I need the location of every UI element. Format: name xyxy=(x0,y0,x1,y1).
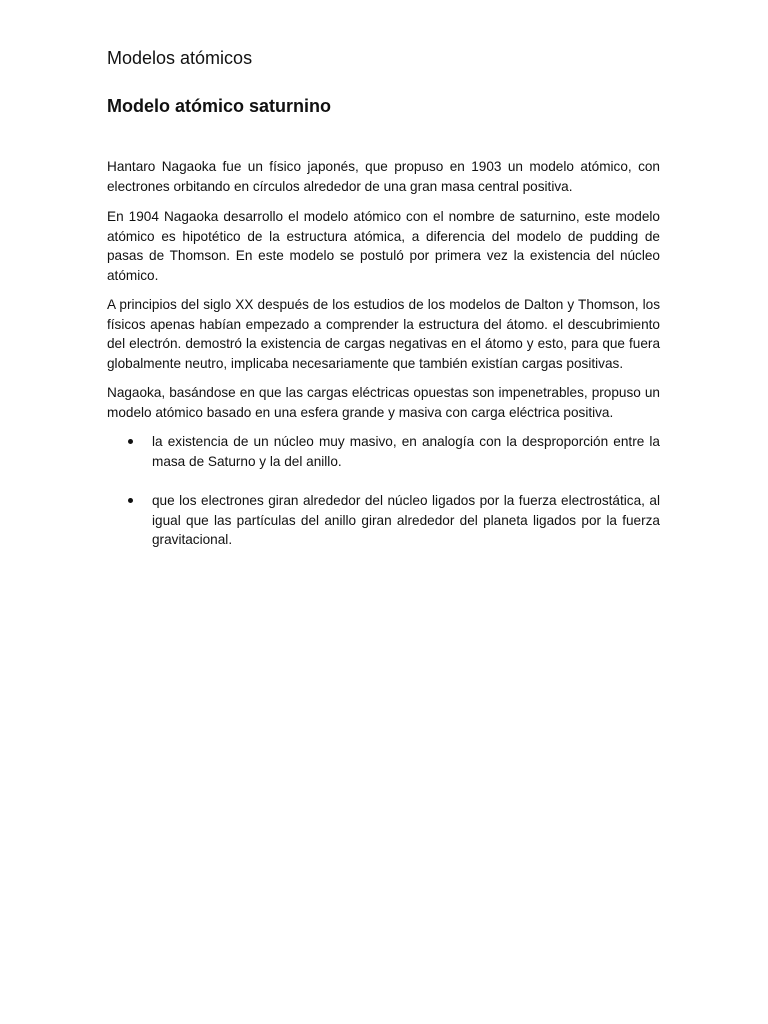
paragraph-1904: En 1904 Nagaoka desarrollo el modelo atómico con el nombre de saturnino, este modelo atómico es hipotético de la estructura atómica, a diferencia del modelo de pudding de pasas de Thomson. En este modelo se postuló por primera vez la existencia del núcleo atómico. xyxy=(107,209,660,283)
document-title: Modelos atómicos xyxy=(107,48,253,68)
section-title: Modelo atómico saturnino xyxy=(107,96,332,116)
paragraph-intro: Hantaro Nagaoka fue un físico japonés, que propuso en 1903 un modelo atómico, con electrones orbitando en círculos alrededor de una gran masa central positiva. xyxy=(107,159,660,194)
paragraph-nagaoka-model: Nagaoka, basándose en que las cargas eléctricas opuestas son impenetrables, propuso un modelo atómico basado en una esfera grande y masiva con carga eléctrica positiva. xyxy=(107,385,660,420)
list-item xyxy=(107,491,660,550)
list-item-text: la existencia de un núcleo muy masivo, en analogía con la desproporción entre la masa de Saturno y la del anillo. xyxy=(152,434,660,469)
paragraph-siglo-xx: A principios del siglo XX después de los estudios de los modelos de Dalton y Thomson, los físicos apenas habían empezado a comprender la estructura del átomo. el descubrimiento del electrón. demostró la existencia de cargas negativas en el átomo y esto, para que fuera globalmente neutro, implicaba necesariamente que también existían cargas positivas. xyxy=(107,297,660,371)
list-item-text: que los electrones giran alrededor del núcleo ligados por la fuerza electrostática, al igual que las partículas del anillo giran alrededor del planeta ligados por la fuerza gravitacional. xyxy=(152,493,660,547)
list-item xyxy=(107,432,660,471)
bullet-list xyxy=(107,432,660,550)
bullet-icon xyxy=(128,439,133,444)
bullet-icon xyxy=(128,498,133,503)
document-page xyxy=(107,44,660,550)
